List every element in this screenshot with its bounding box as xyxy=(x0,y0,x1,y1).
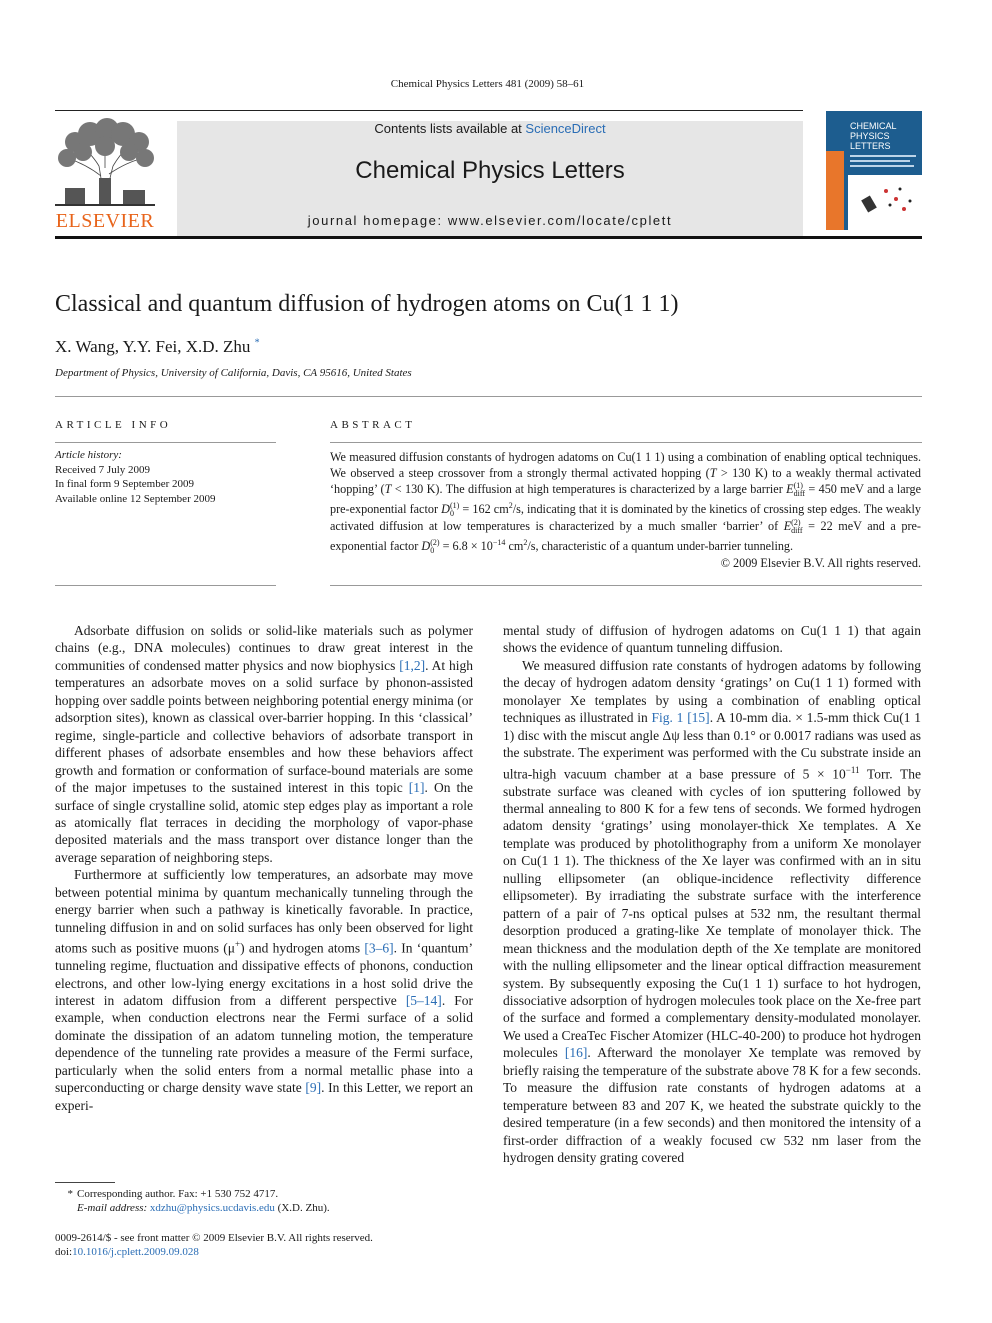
abstract-math: T xyxy=(384,482,392,496)
abstract-body xyxy=(330,449,921,571)
math-sup: −11 xyxy=(845,764,860,775)
cover-art-icon xyxy=(826,151,922,230)
citation-link[interactable]: [1] xyxy=(408,780,425,796)
math-sub: diff xyxy=(793,489,806,498)
abstract-math: D xyxy=(441,502,450,517)
doi-link[interactable]: 10.1016/j.cplett.2009.09.028 xyxy=(72,1246,199,1258)
sciencedirect-link[interactable]: ScienceDirect xyxy=(525,121,606,136)
abstract-text: = 162 cm xyxy=(459,502,509,517)
math-sup: (1) xyxy=(793,481,803,490)
online-date: Available online 12 September 2009 xyxy=(55,492,216,505)
email-label: E-mail address: xyxy=(77,1202,150,1214)
cover-title-line: LETTERS xyxy=(850,141,891,151)
article-history xyxy=(55,448,215,506)
cover-title-line: PHYSICS xyxy=(850,131,890,141)
body-text: mental study of diffusion of hydrogen adatoms on Cu(1 1 1) that again shows the evidence of quantum tunneling diffusion. xyxy=(503,623,921,656)
journal-masthead xyxy=(177,121,803,236)
affiliation-rule xyxy=(55,396,922,397)
abstract-text: = 22 meV and a pre-exponential factor xyxy=(330,519,921,554)
journal-cover-thumbnail[interactable] xyxy=(826,111,922,230)
math-sup: −14 xyxy=(492,538,506,548)
abstract-heading: ABSTRACT xyxy=(330,419,416,431)
elsevier-logo[interactable] xyxy=(55,118,155,234)
math-sub: 0 xyxy=(430,546,435,556)
body-text: . In ‘quantum’ tunneling regime, fluctuation and dissipative effects of phonons, conduction electrons, and other low-lying energy excitations in a host solid drive the interest in adatom diffusion from a different perspective xyxy=(55,940,473,1009)
body-paragraph xyxy=(503,622,921,657)
abstract-math: E xyxy=(786,482,794,496)
body-text: . A 10-mm dia. × 1.5-mm thick Cu(1 1 1) disc with the miscut angle Δψ less than 0.1° or 0.0017 radians was used as the substrate. The experiment was performed with the Cu substrate inside an ultra-high vacuum chamber at a base pressure of 5 × 10 xyxy=(503,710,922,782)
corresponding-author-mark[interactable]: * xyxy=(254,337,260,349)
math-sup: (1) xyxy=(449,501,460,511)
email-note xyxy=(55,1201,330,1215)
abstract-text: /s, characteristic of a quantum under-barrier tunneling. xyxy=(527,539,794,554)
abstract-paragraph xyxy=(330,449,921,555)
journal-name: Chemical Physics Letters xyxy=(355,157,625,184)
paper-title: Classical and quantum diffusion of hydrogen atoms on Cu(1 1 1) xyxy=(55,291,679,317)
body-column-left xyxy=(55,622,473,1114)
abstract-text: cm xyxy=(505,539,524,554)
body-text: . At high temperatures an adsorbate moves on a solid surface by phonon-assisted hopping over saddle points between neighboring potential energy minima (or adsorption sites), known as classical over-barrier hopping. In this ‘classical’ regime, single-particle and collective behaviors of adsorbate transport in different phases of adsorbate ensembles and how these behaviors affect growth and formation or conformation of surface-bound materials are some of the major impetuses to the sustained interest in this topic xyxy=(55,657,473,796)
bottom-info xyxy=(55,1231,373,1259)
abstract-text: = 6.8 × 10 xyxy=(439,539,493,554)
info-rule xyxy=(55,585,276,586)
abstract-text: We measured diffusion constants of hydrogen adatoms on Cu(1 1 1) using a combination of enabling optical techniques. We observed a steep crossover from a strongly thermal activated hopping ( xyxy=(330,450,921,480)
body-paragraph xyxy=(55,622,473,866)
math-sup: (2) xyxy=(430,538,440,548)
doi-label: doi: xyxy=(55,1246,73,1258)
body-paragraph xyxy=(503,657,921,1167)
footnote xyxy=(55,1187,330,1215)
author-list xyxy=(55,337,260,357)
email-link[interactable]: xdzhu@physics.ucdavis.edu xyxy=(149,1202,275,1214)
body-text: ) and hydrogen atoms xyxy=(240,940,365,956)
journal-homepage[interactable]: journal homepage: www.elsevier.com/locate/cplett xyxy=(307,213,673,228)
footnote-text: Corresponding author. Fax: +1 530 752 4717. xyxy=(77,1188,279,1200)
body-text: Torr. The substrate surface was cleaned with cycles of ion sputtering followed by thermal annealing to 800 K for a few tens of seconds. We formed hydrogen adatom density ‘gratings’ using monolayer-thick Xe templates. A Xe template was produced by photolithography from a uniform Xe monolayer on Cu(1 1 1). The thickness of the Xe layer was confirmed with an in situ nulling ellipsometer (an oblique-incidence reflectivity difference ellipsometer). By irradiating the substrate surface with the interference pattern of a pair of 7-ns optical pulses at 532 nm, the resultant thermal desorption produced a grating-like Xe template of monolayer thick. The mean thickness and the modulation depth of the Xe template are monitored with the nulling ellipsometer and the linear optical diffraction measurement system. By subsequently exposing the Cu(1 1 1) surface to hot hydrogen, dissociative adsorption of hydrogen molecules took place on the Xe-free part of the surface and formed a complementary density-modulated monolayer. We used a CreaTec Fischer Atomizer (HLC-40-200) to produce hot hydrogen molecules xyxy=(503,766,921,1061)
cover-title-line: CHEMICAL xyxy=(850,121,897,131)
corresponding-author-note xyxy=(55,1187,330,1201)
body-text: . In this Letter, we report an experi- xyxy=(55,1080,474,1113)
authors-text: X. Wang, Y.Y. Fei, X.D. Zhu xyxy=(55,337,251,356)
abstract-math: E xyxy=(783,519,792,534)
abstract-text: = 450 meV and a large pre-exponential factor xyxy=(330,482,921,517)
citation-link[interactable]: [9] xyxy=(305,1080,322,1096)
citation-link[interactable]: [1,2] xyxy=(399,657,426,673)
affiliation: Department of Physics, University of California, Davis, CA 95616, United States xyxy=(55,367,412,379)
abstract-math: D xyxy=(421,539,431,554)
body-text: . For example, when conduction electrons near the Fermi surface of a solid dominate the dissipation of an adatom tunneling motion, the temperature dependence of the tunneling rate provides a measure of the Fermi surface, particularly when the solid enters from a normal metallic phase into a superconducting or charge density wave state xyxy=(55,993,473,1096)
abstract-math-script xyxy=(794,482,805,498)
body-text: We measured diffusion rate constants of hydrogen adatoms by following the decay of hydrogen adatom density ‘gratings’ on Cu(1 1 1) formed with monolayer Xe templates by using a combination of enabling optical techniques as illustrated in xyxy=(503,657,921,726)
body-text: Adsorbate diffusion on solids or solid-like materials such as polymer chains (e.g., DNA molecules) continues to draw great interest in the communities of condensed matter physics and now biophysics xyxy=(55,623,473,673)
received-date: Received 7 July 2009 xyxy=(55,463,151,476)
doi-line xyxy=(55,1245,373,1259)
citation-link[interactable]: [15] xyxy=(687,710,710,726)
math-sup: 2 xyxy=(508,501,513,510)
abstract-math-script xyxy=(791,519,802,535)
figure-link[interactable]: Fig. 1 xyxy=(651,710,684,726)
math-sup: + xyxy=(235,939,241,950)
body-text: . Afterward the monolayer Xe template was removed by briefly raising the temperature of the substrate above 78 K for a few seconds. To measure the diffusion rate constants of hydrogen adatoms at a temperature between 83 and 207 K, we heated the substrate quickly to the desired temperature (in a few seconds) and then monitored the intensity of a first-order diffraction of a weakly focused cw 532 nm laser from the hydrogen density grating covered xyxy=(503,1045,921,1166)
math-sub: 0 xyxy=(449,509,454,519)
header-rule xyxy=(55,236,922,239)
final-form-date: In final form 9 September 2009 xyxy=(55,478,194,490)
footnote-rule xyxy=(55,1182,115,1183)
abstract-math-script xyxy=(430,539,439,555)
abstract-math-script xyxy=(450,502,459,518)
contents-line xyxy=(177,121,803,136)
running-head: Chemical Physics Letters 481 (2009) 58–61 xyxy=(390,78,585,90)
math-sup: 2 xyxy=(523,538,528,548)
abstract-text: < 130 K). The diffusion at high temperatures is characterized by a large barrier xyxy=(391,482,787,496)
history-label: Article history: xyxy=(55,449,122,461)
info-rule xyxy=(55,442,276,443)
footnote-mark: * xyxy=(67,1188,73,1200)
cover-title xyxy=(850,121,897,151)
abstract-text: > 130 K) to a weakly thermal activated ‘hopping’ ( xyxy=(330,466,921,496)
body-paragraph xyxy=(55,866,473,1114)
article-info-heading: ARTICLE INFO xyxy=(55,419,172,431)
footnote-text: (X.D. Zhu). xyxy=(274,1202,330,1214)
top-rule xyxy=(55,110,803,111)
citation-link[interactable]: [3–6] xyxy=(364,940,394,956)
math-sub: diff xyxy=(791,526,803,536)
elsevier-wordmark: ELSEVIER xyxy=(55,210,155,232)
abstract-rule xyxy=(330,585,922,586)
body-text: Furthermore at sufficiently low temperatures, an adsorbate may move between potential minima by quantum mechanically tunneling through the energy barrier when such a pathway is kinetically favorable. In practice, tunneling diffusion in and on solid surfaces has only been observed for light atoms such as positive muons (μ xyxy=(55,867,473,956)
citation-link[interactable]: [16] xyxy=(564,1045,588,1061)
abstract-math: T xyxy=(709,466,717,480)
citation-link[interactable]: [5–14] xyxy=(405,993,442,1009)
body-text: . On the surface of single crystalline solid, atomic step edges play as important a role as atomically flat terraces in deciding the morphology of vapor-phase deposited materials and the mass transport over distance longer than the average separation of neighboring steps. xyxy=(55,780,473,865)
abstract-text: /s, indicating that it is dominated by the kinetics of crossing step edges. The weakly activated diffusion at low temperatures is characterized by a much smaller ‘barrier’ of xyxy=(330,502,921,534)
abstract-copyright: © 2009 Elsevier B.V. All rights reserved. xyxy=(720,556,921,571)
abstract-rule xyxy=(330,442,922,443)
body-column-right xyxy=(503,622,921,1167)
contents-prefix: Contents lists available at xyxy=(374,121,526,136)
math-sup: (2) xyxy=(791,518,801,528)
elsevier-tree-icon xyxy=(55,118,155,210)
issn-line: 0009-2614/$ - see front matter © 2009 Elsevier B.V. All rights reserved. xyxy=(55,1232,373,1244)
